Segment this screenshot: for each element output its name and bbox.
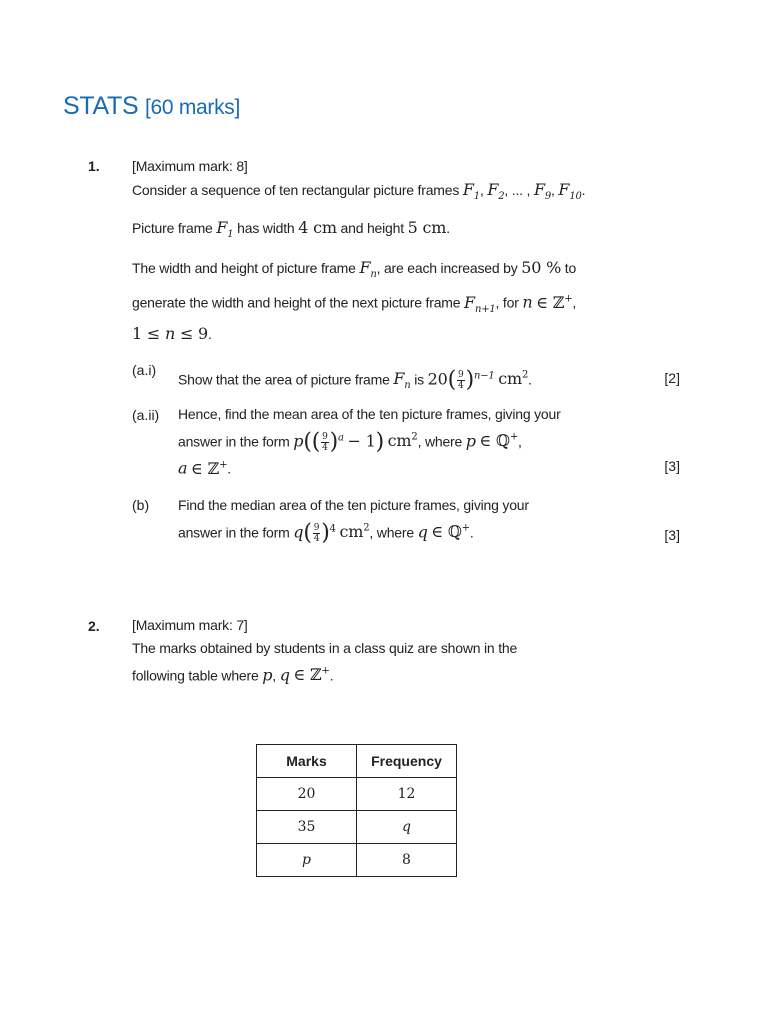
table-cell-marks: p (257, 844, 357, 877)
question-1-max-mark: [Maximum mark: 8] (132, 158, 248, 174)
question-1-number: 1. (88, 158, 100, 174)
table-header-marks: Marks (257, 745, 357, 778)
question-1-growth-description: The width and height of picture frame $F_n$, are each increased by 50 % to generate the width and height of the next picture frame $F_{n+1}$, for n ∈ ℤ+, 1 ≤ n ≤ 9. (132, 258, 577, 343)
marks-frequency-table (256, 744, 457, 877)
table-row (257, 844, 457, 877)
question-2-max-mark: [Maximum mark: 7] (132, 617, 248, 633)
part-ai-label: (a.i) (132, 362, 157, 378)
part-ai-marks: [2] (664, 370, 680, 386)
table-cell-frequency: q (357, 811, 457, 844)
part-aii-marks: [3] (664, 458, 680, 474)
table-cell-marks: 35 (257, 811, 357, 844)
table-header-frequency: Frequency (357, 745, 457, 778)
table-cell-marks: 20 (257, 778, 357, 811)
part-b-text: Find the median area of the ten picture frames, giving your answer in the form q( $\frac{9}{4}$ )$^4$ $cm^2$, where q ∈ ℚ+. (178, 497, 529, 546)
part-aii-text: Hence, find the mean area of the ten picture frames, giving your answer in the form p(( $\frac{9}{4}$ )$^a$ − 1) $cm^2$, where p ∈ ℚ+, a ∈ ℤ+. (178, 406, 561, 478)
table-cell-frequency: 8 (357, 844, 457, 877)
section-title-text: STATS (63, 92, 139, 120)
part-b-label: (b) (132, 497, 150, 513)
question-1-frame-dimensions: Picture frame $F_1$ has width 4 cm and height 5 cm. (132, 218, 450, 241)
question-2-number: 2. (88, 618, 100, 634)
part-aii-label: (a.ii) (132, 407, 160, 423)
section-total-marks: [60 marks] (145, 96, 241, 119)
table-row (257, 811, 457, 844)
section-title (63, 92, 240, 121)
table-header-row (257, 745, 457, 778)
part-ai-text: Show that the area of picture frame $F_n$ is 20( $\frac{9}{4}$ )$^{n-1}$ $cm^2$. (178, 367, 532, 393)
question-1-intro: Consider a sequence of ten rectangular picture frames $F_1$, $F_2$, ... , $F_9$, $F_{10}$. (132, 180, 586, 203)
question-2-text: The marks obtained by students in a class quiz are shown in the following table where p, q ∈ ℤ+. (132, 640, 518, 685)
table-row (257, 778, 457, 811)
table-cell-frequency: 12 (357, 778, 457, 811)
part-b-marks: [3] (664, 527, 680, 543)
